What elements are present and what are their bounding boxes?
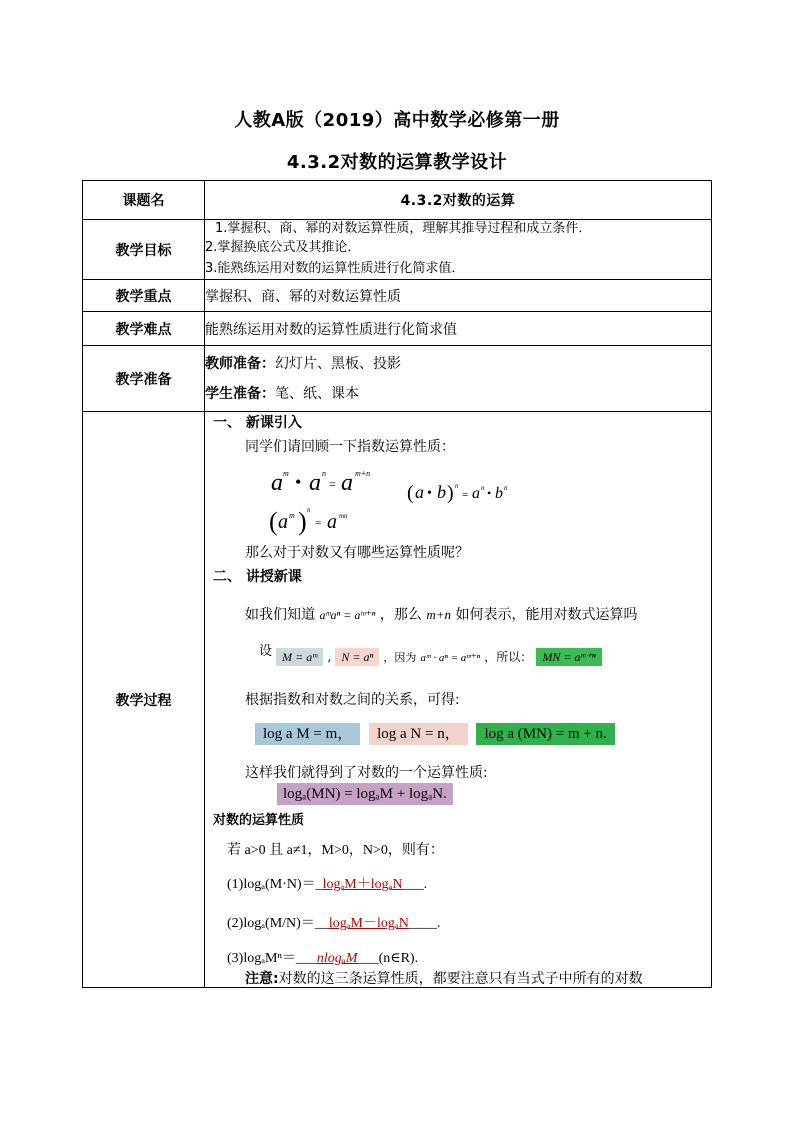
svg-text:(: ( [269, 507, 278, 536]
svg-text:=: = [315, 517, 322, 529]
svg-text:): ) [447, 482, 454, 504]
svg-text:=: = [462, 489, 469, 501]
box-log-m: log a M = m， [255, 723, 360, 745]
process-content [205, 412, 712, 988]
property-3 [227, 947, 418, 967]
svg-text:b: b [495, 485, 503, 502]
table-row-difficulty [83, 312, 712, 346]
preparation-content [205, 346, 712, 412]
table-row-process [83, 412, 712, 988]
lesson-plan-table [82, 180, 712, 988]
svg-text:a: a [327, 511, 337, 533]
svg-text:n: n [504, 484, 508, 492]
box-log-n: log a N = n， [369, 723, 468, 745]
note-label: 注意: [245, 971, 279, 987]
property-formula: logₐ(MN) = logₐM + logₐN. [277, 783, 453, 805]
question-text: 那么对于对数又有哪些运算性质呢？ [245, 545, 469, 561]
svg-text:(: ( [407, 482, 414, 504]
property-3-left: (3)logₐMⁿ＝___ [227, 951, 317, 966]
property-3-answer: nlogₐM [316, 951, 358, 966]
log-results-line [255, 722, 615, 743]
property-2-tail: ____. [408, 916, 441, 931]
box-mn-result: MN = aᵐ⁺ⁿ [536, 648, 601, 666]
known-mn: m+n [426, 607, 452, 622]
property-2-left: (2)logₐ(M/N)＝__ [227, 916, 329, 931]
svg-text:m+n: m+n [355, 469, 371, 478]
intro-text: 同学们请回顾一下指数运算性质： [245, 439, 455, 455]
because-expr: aᵐ · aⁿ = aᵐ⁺ⁿ [420, 652, 481, 664]
document-subtitle: 4.3.2对数的运算教学设计 [286, 152, 508, 173]
topic-value: 4.3.2对数的运算 [205, 181, 712, 220]
table-row-topic [83, 181, 712, 220]
known-statement [245, 604, 637, 624]
svg-text:mn: mn [339, 512, 348, 520]
property-formula-box [277, 786, 453, 803]
key-point-value: 掌握积、商、幂的对数运算性质 [205, 280, 712, 312]
topic-label: 课题名 [83, 181, 205, 220]
note-line [245, 968, 643, 988]
svg-text:n: n [455, 482, 459, 490]
property-2-answer: logₐM－logₐN [328, 916, 409, 931]
relation-text: 根据指数和对数之间的关系，可得: [245, 692, 460, 708]
svg-text:b: b [437, 482, 446, 502]
goals-label: 教学目标 [83, 220, 205, 280]
teacher-prep-label: 教师准备： [205, 355, 275, 372]
property-1-left: (1)logₐ(M·N)＝_ [227, 877, 323, 892]
svg-text:a: a [309, 470, 321, 496]
teacher-prep-value: 幻灯片、黑板、投影 [275, 355, 401, 372]
svg-text:a: a [341, 470, 353, 496]
teacher-prep [205, 349, 711, 379]
derivation-line: 设 M = aᵐ , N = aⁿ ，因为 aᵐ · aⁿ = aᵐ⁺ⁿ ，所以： MN = aᵐ⁺ⁿ [259, 646, 602, 665]
box-m-definition: M = aᵐ [276, 648, 323, 666]
svg-text:n: n [481, 484, 485, 492]
goals-content [205, 220, 712, 280]
student-prep-value: 笔、纸、课本 [275, 385, 359, 402]
known-post: 如何表示，能用对数式运算吗 [455, 607, 638, 623]
props-condition: 若 a>0 且 a≠1，M>0，N>0，则有： [227, 843, 444, 858]
process-label: 教学过程 [83, 412, 205, 988]
property-1-tail: ___. [402, 877, 428, 892]
key-point-label: 教学重点 [83, 280, 205, 312]
preparation-label: 教学准备 [83, 346, 205, 412]
note-text: 对数的这三条运算性质，都要注意只有当式子中所有的对数 [278, 971, 643, 987]
known-pre: 如我们知道 [245, 607, 315, 623]
table-row-goals [83, 220, 712, 280]
exponent-rules-formula [265, 460, 565, 540]
box-n-definition: N = aⁿ [335, 648, 379, 666]
svg-text:): ) [298, 507, 307, 536]
student-prep [205, 379, 711, 409]
box-log-mn: log a (MN) = m + n. [476, 723, 614, 745]
goal-item-2: 2.掌握换底公式及其推论． [205, 240, 361, 255]
svg-text:a: a [472, 485, 480, 502]
svg-text:m: m [283, 469, 289, 478]
property-text: 这样我们就得到了对数的一个运算性质: [245, 765, 488, 781]
svg-text:•: • [427, 486, 432, 501]
svg-text:=: = [329, 477, 336, 491]
known-mid: ，那么 [379, 607, 422, 623]
difficulty-label: 教学难点 [83, 312, 205, 346]
svg-text:n: n [322, 469, 326, 478]
property-1 [227, 873, 427, 893]
svg-text:m: m [289, 511, 295, 520]
svg-text:a: a [415, 482, 424, 502]
table-row-preparation [83, 346, 712, 412]
section-teach-new: 二、 讲授新课 [213, 569, 302, 585]
props-title: 对数的运算性质 [213, 813, 305, 828]
property-1-answer: logₐM＋logₐN [322, 877, 403, 892]
student-prep-label: 学生准备： [205, 385, 275, 402]
let-label: 设 [259, 644, 273, 659]
goal-item-1: 1.掌握积、商、幂的对数运算性质，理解其推导过程和成立条件． [215, 221, 592, 236]
document-title: 人教A版（2019）高中数学必修第一册 [234, 110, 560, 131]
svg-text:•: • [487, 486, 492, 500]
svg-text:a: a [278, 511, 288, 533]
difficulty-value: 能熟练运用对数的运算性质进行化简求值 [205, 312, 712, 346]
svg-text:n: n [307, 506, 311, 514]
table-row-key-point [83, 280, 712, 312]
goal-item-3: 3.能熟练运用对数的运算性质进行化简求值． [205, 261, 465, 276]
svg-text:•: • [295, 472, 302, 492]
so-text: ，所以： [484, 650, 533, 664]
known-expr: aᵐaⁿ = aᵐ⁺ⁿ [319, 608, 376, 622]
section-new-lesson-intro: 一、 新课引入 [213, 415, 302, 431]
property-3-tail: ___(n∈R). [357, 951, 419, 966]
property-2 [227, 912, 440, 932]
because-text: ，因为 [383, 651, 417, 664]
svg-text:a: a [271, 470, 283, 496]
